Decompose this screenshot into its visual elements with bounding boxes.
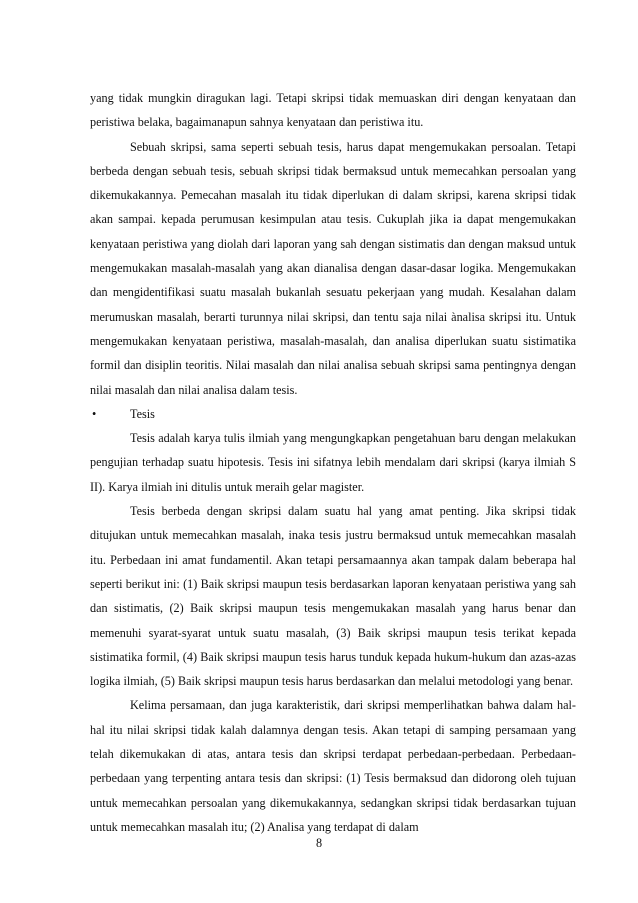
paragraph-1: yang tidak mungkin diragukan lagi. Tetapi skripsi tidak memuaskan diri dengan kenyataan dan peristiwa belaka, bagaimanapun sahnya kenyataan dan peristiwa itu.: [90, 91, 576, 130]
paragraph-3: Tesis adalah karya tulis ilmiah yang mengungkapkan pengetahuan baru dengan melakukan pengujian terhadap suatu hipotesis. Tesis ini sifatnya lebih mendalam dari skripsi (karya ilmiah S II). Karya ilmiah ini ditulis untuk meraih gelar magister.: [90, 431, 576, 494]
bullet-icon: •: [92, 406, 97, 421]
bullet-heading-tesis: [90, 402, 576, 426]
section-heading: Tesis: [130, 406, 155, 421]
paragraph-2: Sebuah skripsi, sama seperti sebuah tesis, harus dapat mengemukakan persoalan. Tetapi berbeda dengan sebuah tesis, sebuah skripsi tidak bermaksud untuk memecahkan persoalan yang dikemukakannya. Pemecahan masalah itu tidak diperlukan di dalam skripsi, karena skripsi tidak akan sampai. kepada perumusan kesimpulan atau tesis. Cukuplah jika ia dapat mengemukakan kenyataan peristiwa yang diolah dari laporan yang sah dengan sistimatis dan dengan maksud untuk mengemukakan masalah-masalah yang akan dianalisa dengan dasar-dasar logika. Mengemukakan dan mengidentifikasi suatu masalah bukanlah sesuatu pekerjaan yang mudah. Kesalahan dalam merumuskan masalah, berarti turunnya nilai skripsi, dan tentu saja nilai ànalisa skripsi itu. Untuk mengemukakan kenyataan peristiwa, masalah-masalah, dan analisa diperlukan suatu sistimatika formil dan disiplin teoritis. Nilai masalah dan nilai analisa sebuah skripsi sama pentingnya dengan nilai masalah dan nilai analisa dalam tesis.: [90, 139, 576, 397]
page-number: 8: [315, 836, 323, 850]
paragraph-4: Tesis berbeda dengan skripsi dalam suatu hal yang amat penting. Jika skripsi tidak ditujukan untuk memecahkan masalah, inaka tesis justru bermaksud untuk memecahkan masalah itu. Perbedaan ini amat fundamentil. Akan tetapi persamaannya akan tampak dalam beberapa hal seperti berikut ini: (1) Baik skripsi maupun tesis berdasarkan laporan kenyataan peristiwa yang sah dan sistimatis, (2) Baik skripsi maupun tesis mengemukakan masalah yang harus benar dan memenuhi syarat-syarat untuk suatu masalah, (3) Baik skripsi maupun tesis terikat kepada sistimatika formil, (4) Baik skripsi maupun tesis harus tunduk kepada hukum-hukum dan azas-azas logika ilmiah, (5) Baik skripsi maupun tesis harus berdasarkan dan melalui metodologi yang benar.: [90, 504, 576, 689]
paragraph-5: Kelima persamaan, dan juga karakteristik, dari skripsi memperlihatkan bahwa dalam hal-hal itu nilai skripsi tidak kalah dalamnya dengan tesis. Akan tetapi di samping persamaan yang telah dikemukakan di atas, antara tesis dan skripsi terdapat perbedaan-perbedaan. Perbedaan-perbedaan yang terpenting antara tesis dan skripsi: (1) Tesis bermaksud dan didorong oleh tujuan untuk memecahkan persoalan yang dikemukakannya, sedangkan skripsi tidak berdasarkan tujuan untuk memecahkan masalah itu; (2) Analisa yang terdapat di dalam: [90, 698, 576, 834]
body-text: [90, 86, 576, 839]
